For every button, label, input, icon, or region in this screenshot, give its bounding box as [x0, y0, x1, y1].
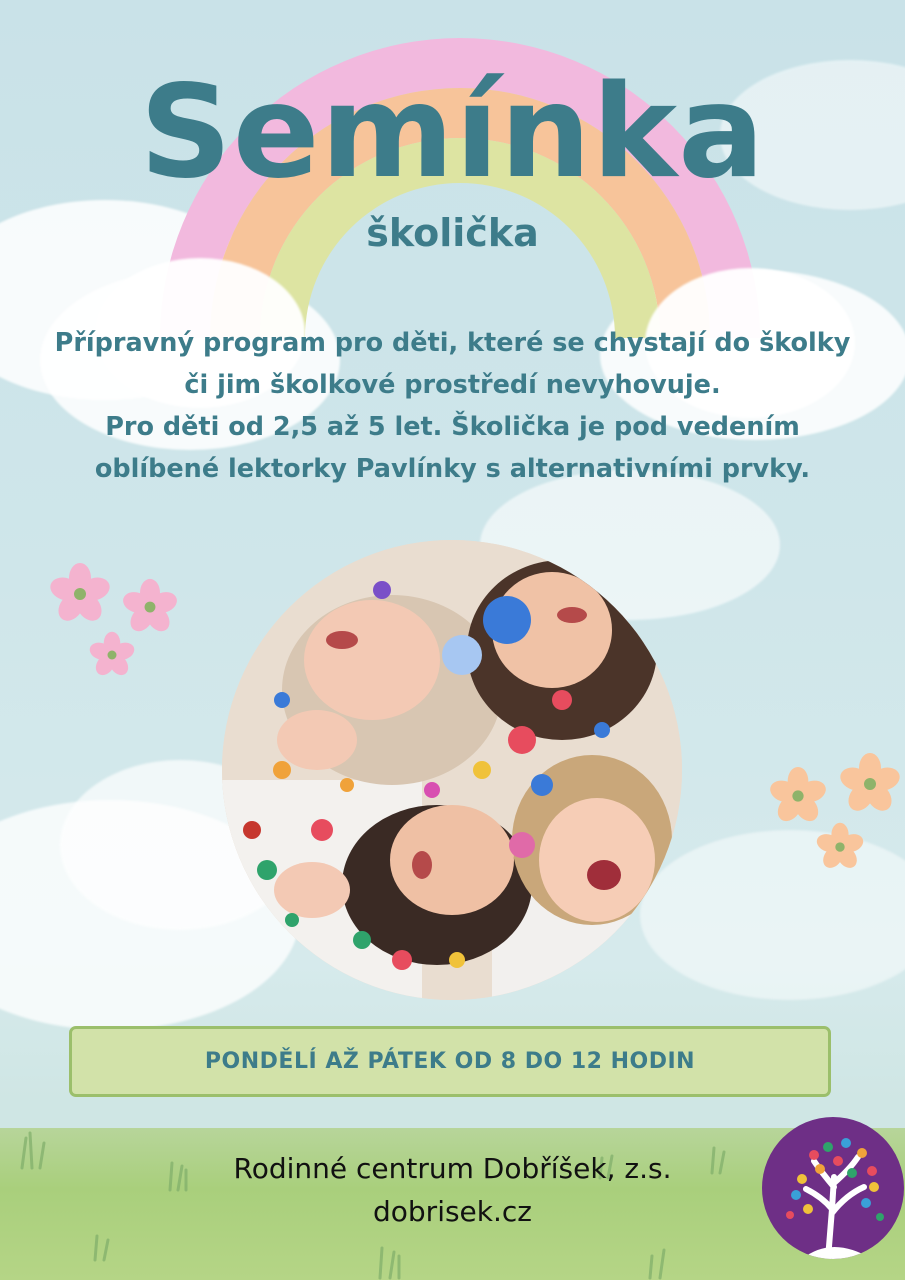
schedule-banner — [69, 1026, 831, 1097]
cloud — [640, 830, 905, 1000]
tree-icon — [762, 1117, 904, 1259]
flower-icon — [88, 631, 136, 679]
flower-icon — [838, 752, 902, 816]
page-subtitle: školička — [366, 211, 539, 255]
photo-illustration — [222, 540, 682, 1000]
organization-website[interactable]: dobrisek.cz — [373, 1195, 532, 1228]
flower-icon — [121, 578, 179, 636]
description-line: Pro děti od 2,5 až 5 let. Školička je pod vedením — [105, 412, 800, 442]
children-confetti-photo — [222, 540, 682, 1000]
flower-icon — [48, 562, 112, 626]
description-line: oblíbené lektorky Pavlínky s alternativními prvky. — [94, 454, 811, 484]
description — [20, 322, 885, 490]
page-title: Semínka — [139, 58, 766, 207]
flower-icon — [768, 766, 828, 826]
description-line: či jim školkové prostředí nevyhovuje. — [184, 370, 721, 400]
organization-name: Rodinné centrum Dobříšek, z.s. — [233, 1152, 672, 1185]
tree-logo — [762, 1117, 904, 1259]
description-line: Přípravný program pro děti, které se chystají do školky — [54, 328, 851, 358]
flower-icon — [815, 822, 865, 872]
schedule-text: PONDĚLÍ AŽ PÁTEK OD 8 DO 12 HODIN — [204, 1049, 696, 1074]
